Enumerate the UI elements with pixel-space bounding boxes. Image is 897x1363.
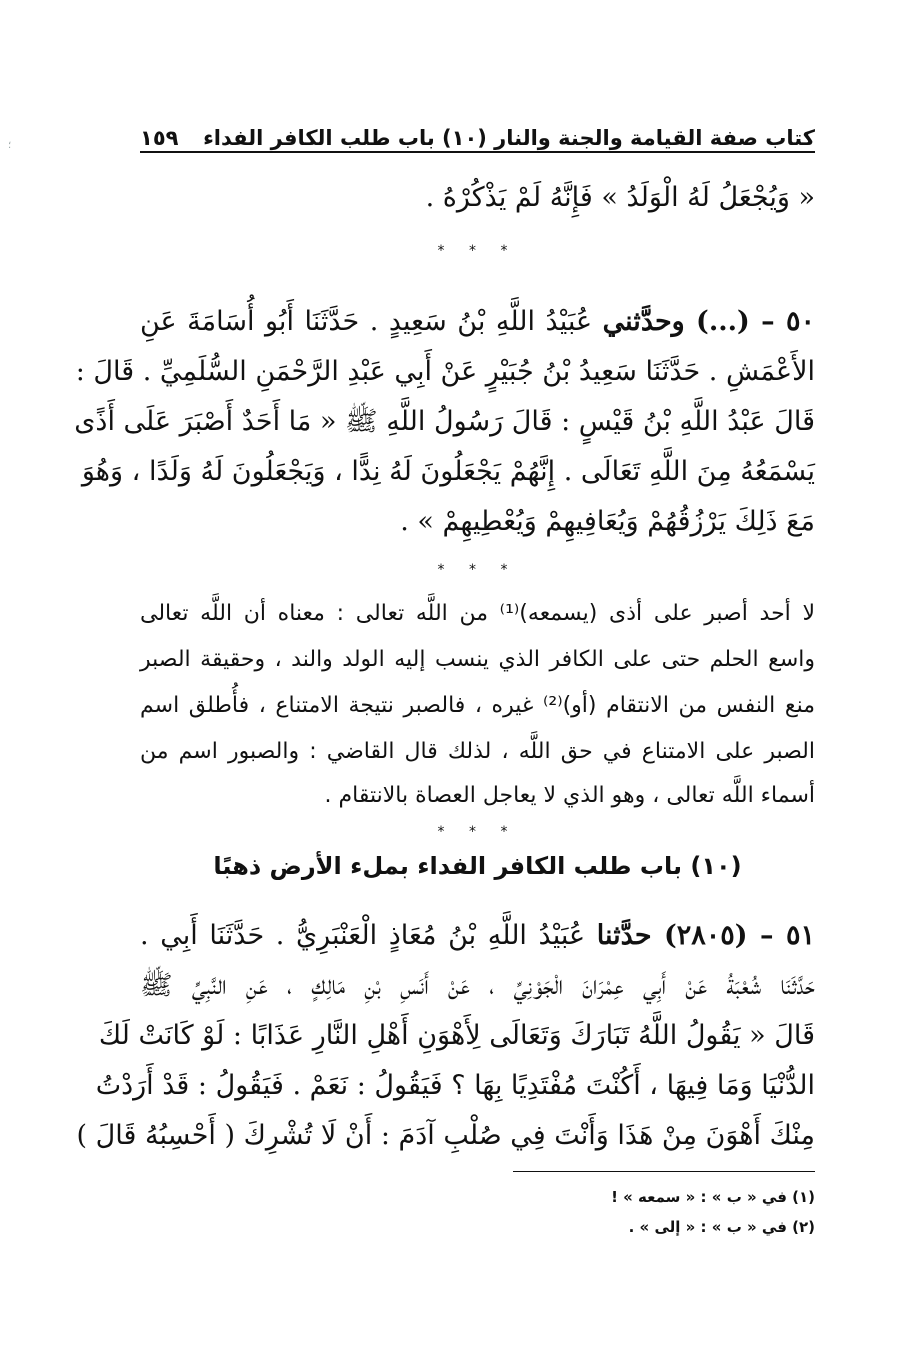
margin-mark: ؛ <box>8 140 12 151</box>
separator-stars-2: * * * <box>437 562 518 578</box>
hadith-51-line-5: مِنْكَ أَهْوَنَ مِنْ هَذَا وَأَنْتَ فِي صُلْبِ آدَمَ : أَنْ لَا تُشْرِكَ ( أَحْسِبُهُ قَالَ ) <box>76 1120 815 1151</box>
hadith-50-line-1 <box>140 302 815 342</box>
page-number: ١٥٩ <box>140 126 179 150</box>
footnote-rule <box>513 1171 815 1172</box>
hadith-51-line-2: حَدَّثَنَا شُعْبَةُ عَنْ أَبِي عِمْرَانَ الْجَوْنِيِّ ، عَنْ أَنَسِ بْنِ مَالِكٍ ، عَنِ النَّبِيِّ ﷺ <box>140 970 815 1001</box>
hadith-50-line-3: قَالَ عَبْدُ اللَّهِ بْنُ قَيْسٍ : قَالَ رَسُولُ اللَّهِ ﷺ « مَا أَحَدٌ أَصْبَرَ عَلَى أَذًى <box>74 406 815 437</box>
header-rule <box>140 151 815 153</box>
footnote-1: (١) في « ب » : « سمعه » ! <box>611 1188 815 1206</box>
running-header <box>140 112 815 150</box>
hadith-50-line-4: يَسْمَعُهُ مِنَ اللَّهِ تَعَالَى . إِنَّهُمْ يَجْعَلُونَ لَهُ نِدًّا ، وَيَجْعَلُونَ لَهُ وَلَدًا ، وَهُوَ <box>81 456 815 487</box>
commentary-line-2: واسع الحلم حتى على الكافر الذي ينسب إليه الولد والند ، وحقيقة الصبر <box>140 647 815 672</box>
hadith-51-line-4: الدُّنْيَا وَمَا فِيهَا ، أَكُنْتَ مُفْتَدِيًا بِهَا ؟ فَيَقُولُ : نَعَمْ . فَيَقُولُ : قَدْ أَرَدْتُ <box>95 1070 815 1101</box>
separator-stars-3: * * * <box>437 824 518 840</box>
chapter-heading: (١٠) باب طلب الكافر الفداء بملء الأرض ذهبًا <box>213 852 742 880</box>
hadith-51-line-3: قَالَ « يَقُولُ اللَّهُ تَبَارَكَ وَتَعَالَى لِأَهْوَنِ أَهْلِ النَّارِ عَذَابًا : لَوْ كَانَتْ لَكَ <box>98 1020 815 1051</box>
commentary-line-5: أسماء اللَّه تعالى ، وهو الذي لا يعاجل العصاة بالانتقام . <box>324 783 815 808</box>
hadith-51-line-1-text: عُبَيْدُ اللَّهِ بْنُ مُعَاذٍ الْعَنْبَرِيُّ . حَدَّثَنَا أَبِي . <box>140 920 586 951</box>
hadith-50-number: ٥٠ – (...) وحدَّثني <box>602 306 815 337</box>
hadith-50-line-2: الأَعْمَشِ . حَدَّثَنَا سَعِيدُ بْنُ جُبَيْرٍ عَنْ أَبِي عَبْدِ الرَّحْمَنِ السُّلَمِيِّ . قَالَ : <box>75 356 815 387</box>
footnote-2: (٢) في « ب » : « إلى » . <box>628 1218 815 1236</box>
commentary-line-4: الصبر على الامتناع في حق اللَّه ، لذلك قال القاضي : والصبور اسم من <box>140 739 815 764</box>
hadith-51-number: ٥١ – (٢٨٠٥) حدَّثنا <box>596 920 815 951</box>
header-title: كتاب صفة القيامة والجنة والنار (١٠) باب طلب الكافر الفداء <box>203 126 815 150</box>
commentary-line-3: منع النفس من الانتقام (أو)⁽²⁾ غيره ، فالصبر نتيجة الامتناع ، فأُطلق اسم <box>140 693 815 718</box>
hadith-51-line-1 <box>140 916 815 956</box>
separator-stars-1: * * * <box>437 243 518 259</box>
hadith-50-line-5: مَعَ ذَلِكَ يَرْزُقُهُمْ وَيُعَافِيهِمْ وَيُعْطِيهِمْ » . <box>400 506 815 537</box>
hadith-continuation: « وَيُجْعَلُ لَهُ الْوَلَدُ » فَإِنَّهُ لَمْ يَذْكُرْهُ . <box>425 182 815 213</box>
commentary-line-1: لا أحد أصبر على أذى (يسمعه)⁽¹⁾ من اللَّه تعالى : معناه أن اللَّه تعالى <box>140 601 816 626</box>
hadith-50-line-1-text: عُبَيْدُ اللَّهِ بْنُ سَعِيدٍ . حَدَّثَنَا أَبُو أُسَامَةَ عَنِ <box>140 306 593 337</box>
